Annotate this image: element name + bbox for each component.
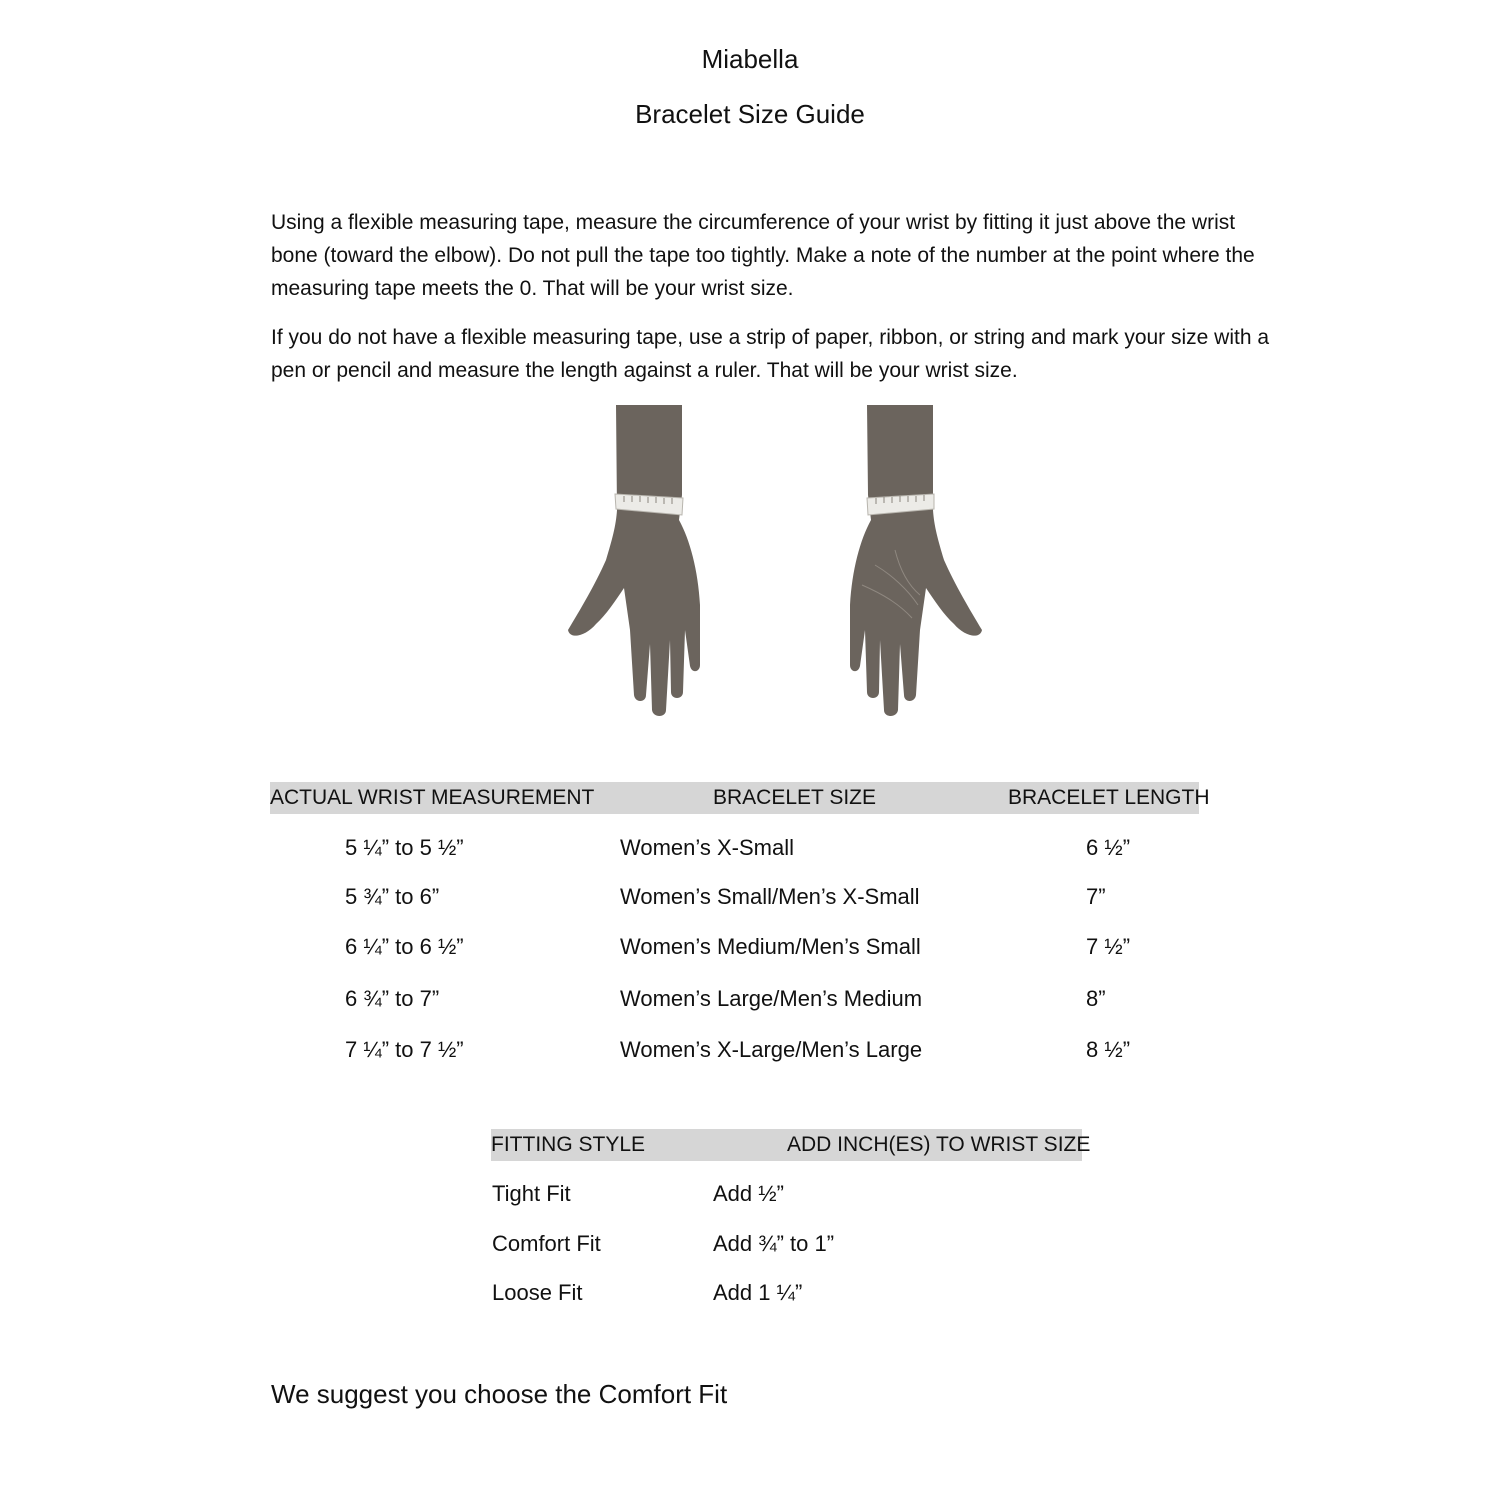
- add-inches: Add ¾” to 1”: [713, 1231, 835, 1256]
- fitting-style: Loose Fit: [492, 1280, 583, 1305]
- page-title: Bracelet Size Guide: [635, 99, 865, 129]
- table-row: [270, 835, 1199, 869]
- fitting-style: Tight Fit: [492, 1181, 571, 1206]
- wrist-measurement: 5 ¾” to 6”: [345, 884, 440, 909]
- brand-name: Miabella: [701, 44, 799, 74]
- table-row: [270, 1037, 1199, 1071]
- bracelet-length: 8”: [1086, 986, 1106, 1011]
- header-fitting-style: FITTING STYLE: [491, 1133, 646, 1156]
- instruction-paragraph-1: Using a flexible measuring tape, measure the circumference of your wrist by fitting it just above the wrist bone (toward the elbow). Do not pull the tape too tightly. Make a note of the number at the point where the measuring tape meets the 0. That will be your wrist size.: [271, 211, 1255, 300]
- add-inches: Add ½”: [713, 1181, 784, 1206]
- left-hand-illustration: [568, 405, 700, 716]
- bracelet-length: 7 ½”: [1086, 934, 1131, 959]
- table-row: [491, 1231, 1082, 1265]
- fit-table-header: [491, 1129, 1091, 1161]
- table-row: [270, 884, 1199, 918]
- table-row: [270, 934, 1199, 968]
- table-row: [270, 986, 1199, 1020]
- table-row: [491, 1280, 1082, 1314]
- comfort-fit-suggestion: We suggest you choose the Comfort Fit: [271, 1379, 728, 1409]
- right-hand-illustration: [850, 405, 982, 716]
- header-add-inches: ADD INCH(ES) TO WRIST SIZE: [787, 1133, 1091, 1156]
- bracelet-size: Women’s X-Small: [620, 835, 795, 860]
- bracelet-size: Women’s Small/Men’s X-Small: [620, 884, 920, 909]
- bracelet-length: 7”: [1086, 884, 1106, 909]
- wrist-measurement: 5 ¼” to 5 ½”: [345, 835, 464, 860]
- add-inches: Add 1 ¼”: [713, 1280, 803, 1305]
- bracelet-length: 6 ½”: [1086, 835, 1131, 860]
- table-row: [491, 1181, 1082, 1215]
- bracelet-length: 8 ½”: [1086, 1037, 1131, 1062]
- wrist-measurement: 7 ¼” to 7 ½”: [345, 1037, 464, 1062]
- bracelet-size: Women’s X-Large/Men’s Large: [620, 1037, 923, 1062]
- instruction-paragraph-2: If you do not have a flexible measuring tape, use a strip of paper, ribbon, or string and mark your size with a pen or pencil and measure the length against a ruler. That will be your wrist size.: [271, 326, 1270, 382]
- wrist-measurement: 6 ¾” to 7”: [345, 986, 440, 1011]
- size-table-header: [270, 782, 1210, 814]
- header-bracelet-size: BRACELET SIZE: [713, 786, 876, 809]
- fitting-style: Comfort Fit: [492, 1231, 601, 1256]
- header-bracelet-length: BRACELET LENGTH: [1008, 786, 1210, 809]
- wrist-measurement: 6 ¼” to 6 ½”: [345, 934, 464, 959]
- hands-measuring-illustration: [540, 400, 1020, 730]
- header-actual-wrist-measurement: ACTUAL WRIST MEASUREMENT: [270, 786, 595, 809]
- bracelet-size: Women’s Large/Men’s Medium: [620, 986, 923, 1011]
- bracelet-size: Women’s Medium/Men’s Small: [620, 934, 921, 959]
